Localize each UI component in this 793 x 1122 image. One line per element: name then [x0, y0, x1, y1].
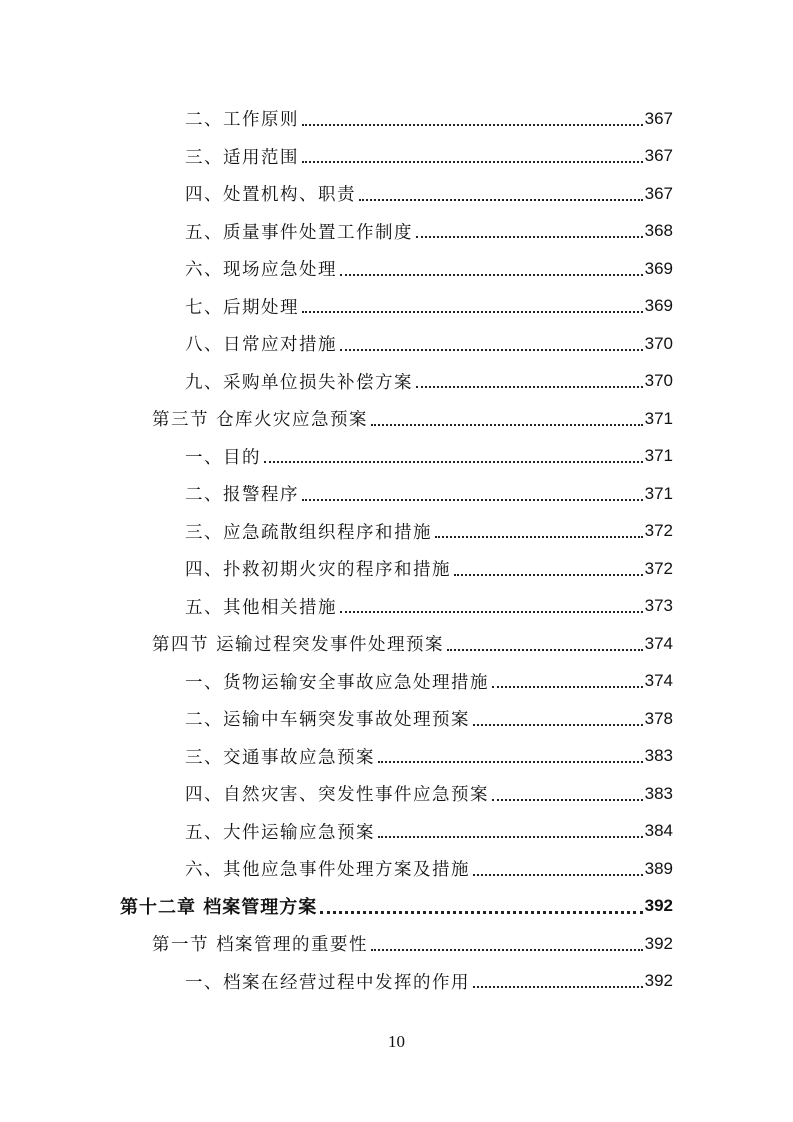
toc-entry-title: 七、后期处理	[185, 297, 299, 318]
dot-leader	[447, 649, 643, 651]
toc-entry-page: 372	[644, 558, 673, 578]
toc-entry-title: 九、采购单位损失补偿方案	[185, 372, 413, 393]
toc-entry-title: 四、自然灾害、突发性事件应急预案	[185, 785, 489, 805]
toc-entry[interactable]	[185, 963, 673, 1000]
toc-section-entry[interactable]	[152, 925, 673, 962]
toc-chapter-entry[interactable]	[120, 888, 673, 925]
toc-entry-title: 八、日常应对措施	[185, 335, 337, 355]
toc-entry-page: 370	[644, 371, 673, 390]
toc-entry[interactable]	[185, 288, 673, 325]
toc-entry-page: 367	[644, 183, 673, 203]
toc-entry-page: 369	[644, 258, 673, 278]
toc-entry-title: 四、处置机构、职责	[185, 185, 356, 205]
toc-entry-title: 第十二章 档案管理方案	[120, 897, 318, 918]
toc-entry[interactable]	[185, 363, 673, 400]
dot-leader	[302, 161, 643, 163]
dot-leader	[473, 874, 643, 876]
toc-section-entry[interactable]	[152, 625, 673, 662]
toc-entry-title: 二、工作原则	[185, 110, 299, 130]
toc-entry[interactable]	[185, 550, 673, 587]
toc-entry-page: 389	[644, 858, 673, 878]
toc-entry[interactable]	[185, 100, 673, 137]
toc-entry-page: 371	[644, 483, 673, 503]
toc-entry-page: 374	[644, 633, 673, 653]
toc-entry[interactable]	[185, 738, 673, 775]
toc-entry[interactable]	[185, 775, 673, 812]
toc-entry-title: 一、目的	[185, 447, 261, 468]
toc-entry-title: 二、报警程序	[185, 485, 299, 505]
dot-leader	[264, 461, 643, 463]
toc-entry-page: 370	[644, 333, 673, 353]
toc-section-entry[interactable]	[152, 400, 673, 437]
dot-leader	[371, 949, 643, 951]
toc-entry-page: 371	[644, 446, 673, 465]
toc-entry-title: 第一节 档案管理的重要性	[152, 935, 369, 955]
dot-leader	[473, 986, 643, 988]
dot-leader	[340, 611, 643, 613]
dot-leader	[492, 686, 643, 688]
dot-leader	[340, 349, 643, 351]
dot-leader	[435, 536, 643, 538]
toc-entry-title: 三、适用范围	[185, 147, 299, 168]
page-number: 10	[388, 1032, 405, 1051]
toc-entry-page: 367	[644, 108, 673, 128]
dot-leader	[320, 911, 642, 914]
toc-entry[interactable]	[185, 813, 673, 850]
toc-entry[interactable]	[185, 513, 673, 550]
dot-leader	[473, 724, 643, 726]
toc-entry[interactable]	[185, 213, 673, 250]
toc-entry-title: 三、交通事故应急预案	[185, 747, 375, 768]
toc-entry-title: 二、运输中车辆突发事故处理预案	[185, 710, 470, 730]
dot-leader	[378, 761, 643, 763]
toc-entry[interactable]	[185, 850, 673, 887]
toc-entry-page: 378	[644, 708, 673, 728]
toc-entry[interactable]	[185, 175, 673, 212]
dot-leader	[302, 124, 643, 126]
dot-leader	[302, 499, 643, 501]
dot-leader	[492, 799, 643, 801]
toc-entry-page: 383	[644, 746, 673, 765]
toc-entry[interactable]	[185, 138, 673, 175]
toc-entry-page: 373	[644, 596, 673, 615]
toc-entry-page: 372	[644, 521, 673, 540]
dot-leader	[302, 311, 643, 313]
toc-entry[interactable]	[185, 663, 673, 700]
toc-entry-page: 384	[644, 821, 673, 840]
toc-entry[interactable]	[185, 438, 673, 475]
toc-entry[interactable]	[185, 325, 673, 362]
toc-entry-page: 371	[644, 408, 673, 428]
toc-entry-title: 一、档案在经营过程中发挥的作用	[185, 972, 470, 993]
toc-entry-title: 一、货物运输安全事故应急处理措施	[185, 672, 489, 693]
toc-entry[interactable]	[185, 250, 673, 287]
toc-entry-page: 383	[644, 783, 673, 803]
toc-entry-title: 第四节 运输过程突发事件处理预案	[152, 635, 445, 655]
toc-entry-title: 六、现场应急处理	[185, 260, 337, 280]
toc-entry-page: 374	[644, 671, 673, 690]
dot-leader	[371, 424, 643, 426]
toc-entry[interactable]	[185, 475, 673, 512]
toc-entry-page: 392	[644, 933, 673, 953]
dot-leader	[416, 386, 643, 388]
toc-entry-title: 四、扑救初期火灾的程序和措施	[185, 560, 451, 580]
toc-entry-page: 369	[644, 296, 673, 315]
dot-leader	[378, 836, 643, 838]
toc-entry-page: 368	[644, 221, 673, 240]
toc-entry-title: 五、大件运输应急预案	[185, 822, 375, 843]
toc-entry-title: 六、其他应急事件处理方案及措施	[185, 860, 470, 880]
dot-leader	[454, 574, 643, 576]
toc-entry-title: 五、其他相关措施	[185, 597, 337, 618]
toc-entry-page: 392	[644, 896, 673, 915]
dot-leader	[359, 199, 643, 201]
toc-entry-page: 367	[644, 146, 673, 165]
toc-entry-page: 392	[644, 971, 673, 990]
dot-leader	[340, 274, 643, 276]
toc-entry-title: 第三节 仓库火灾应急预案	[152, 410, 369, 430]
toc-entry[interactable]	[185, 588, 673, 625]
toc-entry-title: 五、质量事件处置工作制度	[185, 222, 413, 243]
dot-leader	[416, 236, 643, 238]
toc-entry-title: 三、应急疏散组织程序和措施	[185, 522, 432, 543]
toc-entry[interactable]	[185, 700, 673, 737]
